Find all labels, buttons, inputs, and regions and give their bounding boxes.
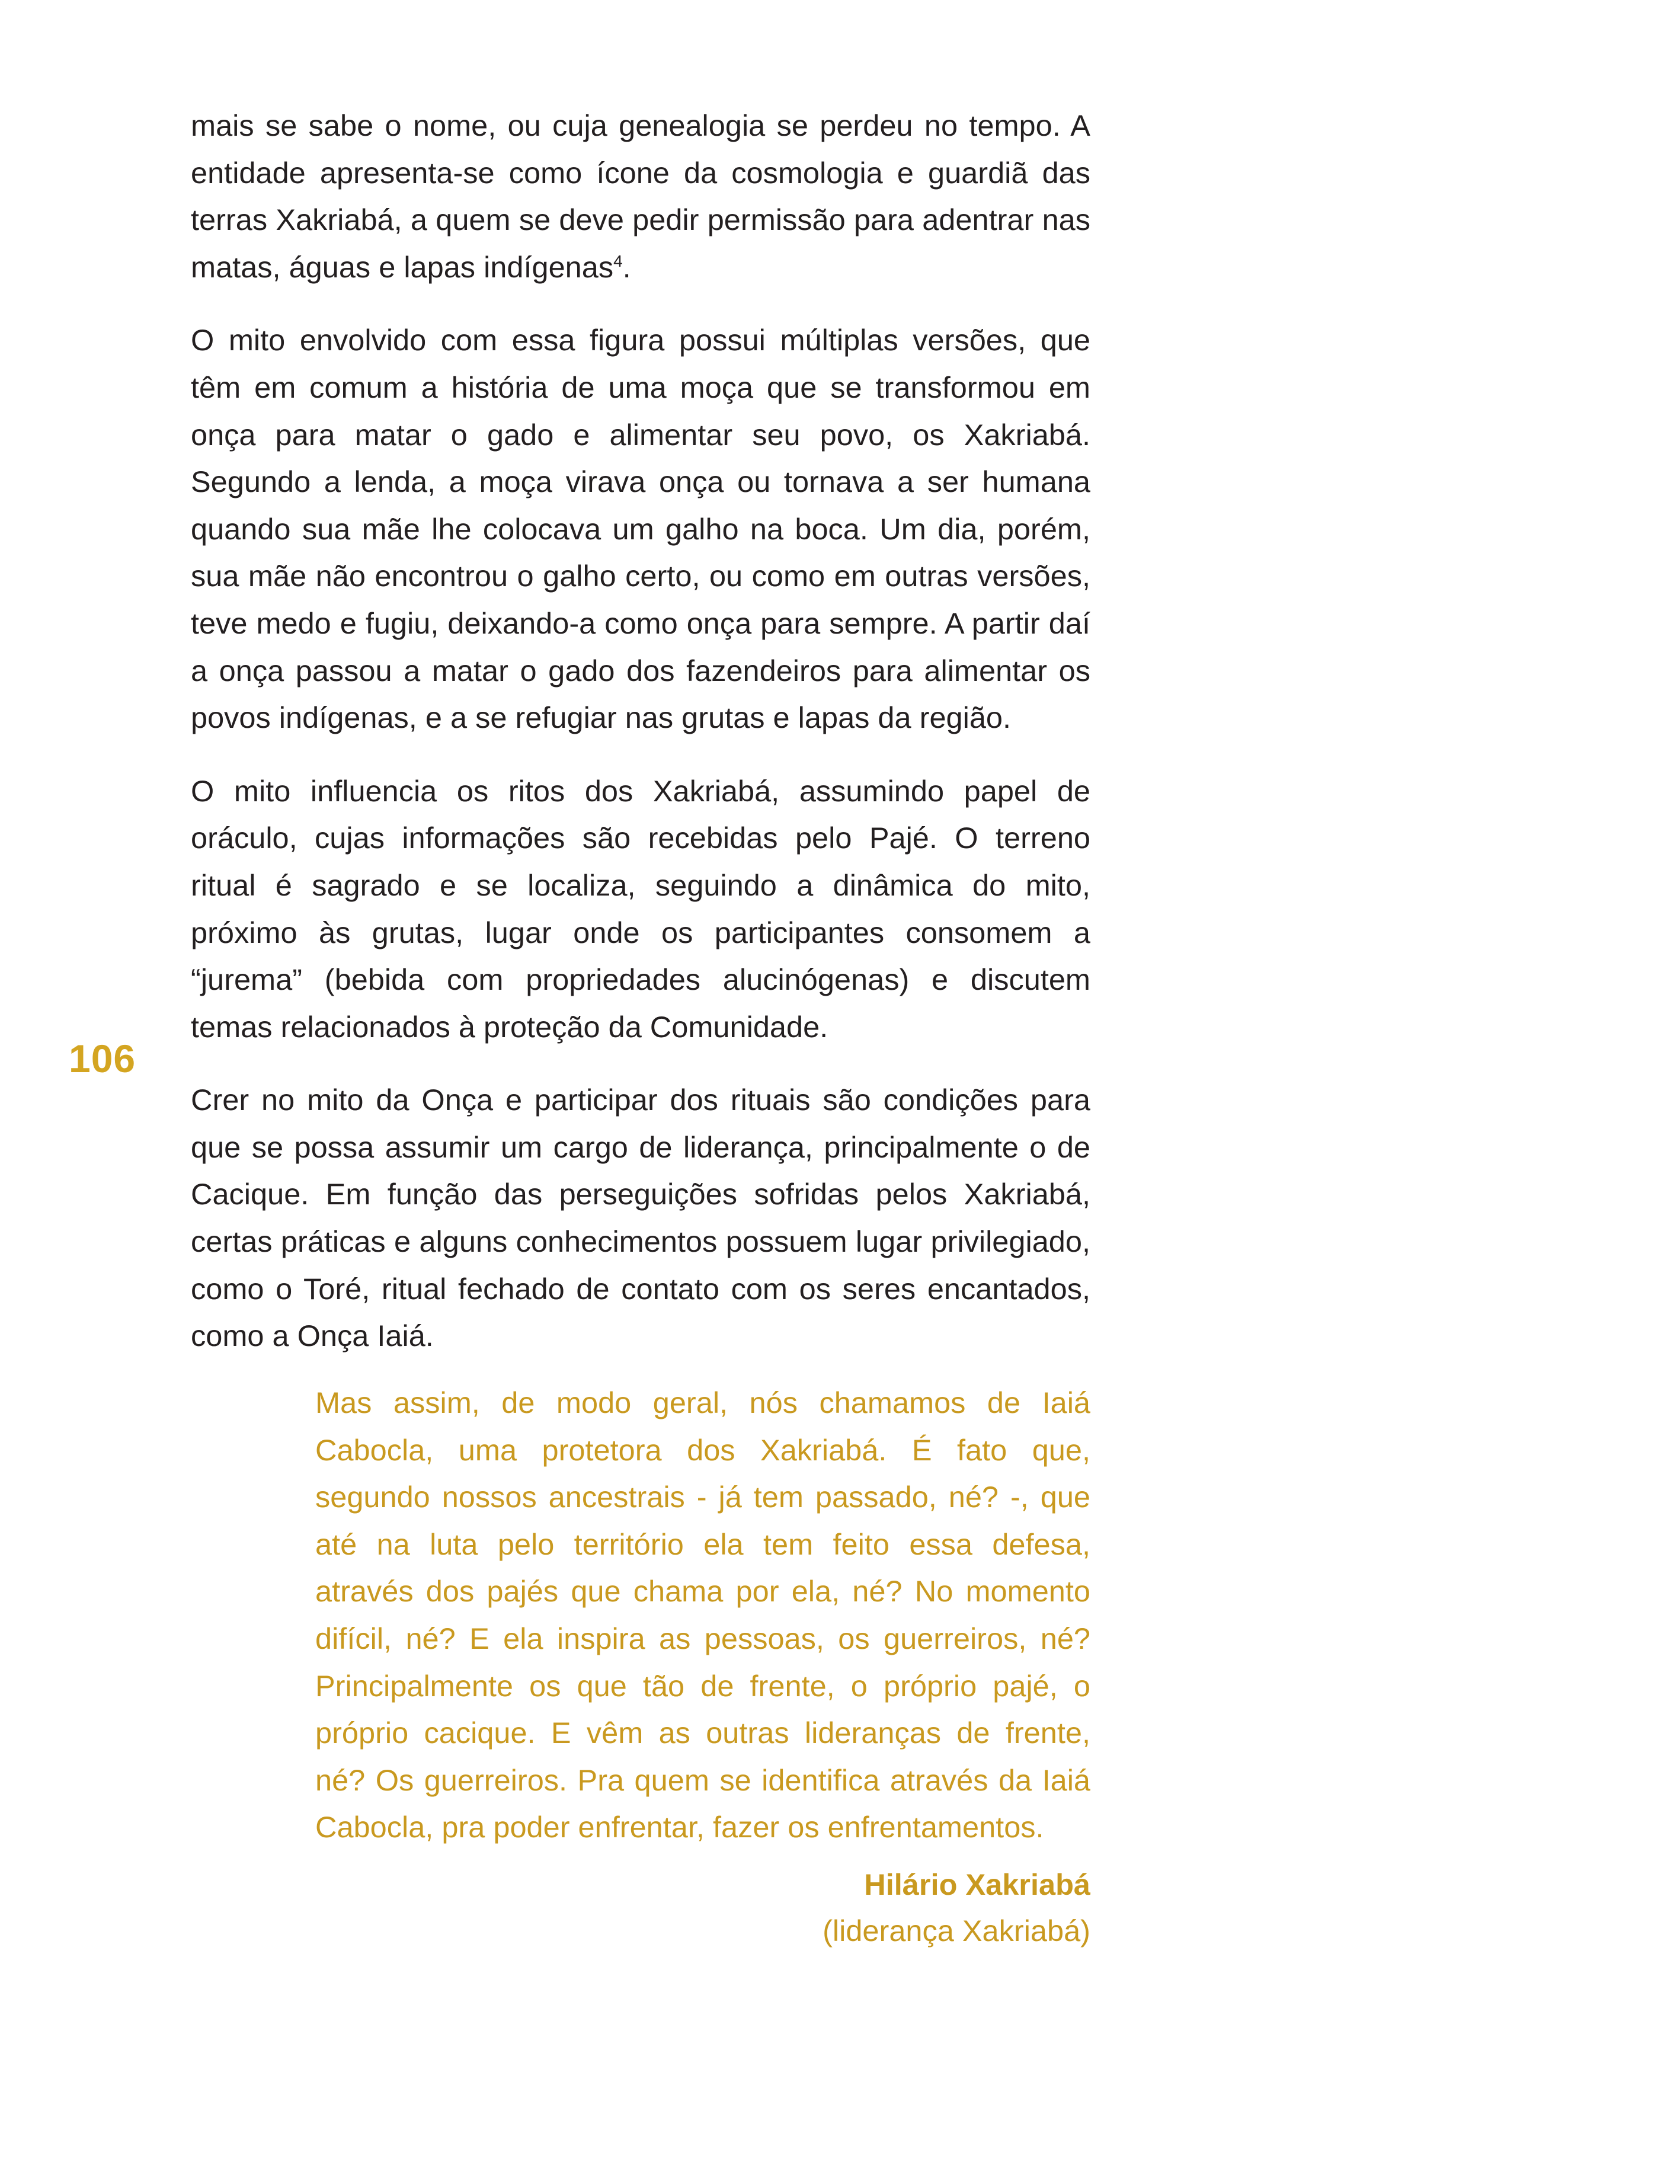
quote-author-role: (liderança Xakriabá): [823, 1913, 1090, 1948]
quote-author: Hilário Xakriabá: [864, 1867, 1090, 1901]
paragraph-4: Crer no mito da Onça e participar dos rituais são condições para que se possa assumir um cargo de liderança, principalmente o de Cacique. Em função das perseguições sofridas pelos Xakriabá, certas práticas e alguns conhecimentos possuem lugar privilegiado, como o Toré, ritual fechado de contato com os seres encantados, como a Onça Iaiá.: [191, 1083, 1090, 1353]
paragraph-3: O mito influencia os ritos dos Xakriabá, assumindo papel de oráculo, cujas informações são recebidas pelo Pajé. O terreno ritual é sagrado e se localiza, seguindo a dinâmica do mito, próximo às grutas, lugar onde os participantes consomem a “jurema” (bebida com propriedades alucinógenas) e discutem temas relacionados à proteção da Comunidade.: [191, 773, 1090, 1044]
body-text: [191, 102, 1090, 1386]
quote-attribution: [315, 1862, 1090, 1954]
footnote-ref-4[interactable]: 4: [613, 251, 623, 270]
paragraph-1-text: mais se sabe o nome, ou cuja genealogia se perdeu no tempo. A entidade apresenta-se como ícone da cosmologia e guardiã das terras Xakriabá, a quem se deve pedir permissão para adentrar nas matas, águas e lapas indígenas: [191, 108, 1090, 284]
page-number: 106: [69, 1037, 136, 1080]
quote-text: Mas assim, de modo geral, nós chamamos de Iaiá Cabocla, uma protetora dos Xakriabá. É fato que, segundo nossos ancestrais - já tem passado, né? -, que até na luta pelo território ela tem feito essa defesa, através dos pajés que chama por ela, né? No momento difícil, né? E ela inspira as pessoas, os guerreiros, né? Principalmente os que tão de frente, o próprio pajé, o próprio cacique. E vêm as outras lideranças de frente, né? Os guerreiros. Pra quem se identifica através da Iaiá Cabocla, pra poder enfrentar, fazer os enfrentamentos.: [315, 1386, 1090, 1844]
paragraph-1: [191, 102, 1090, 290]
paragraph-2: O mito envolvido com essa figura possui múltiplas versões, que têm em comum a história de uma moça que se transformou em onça para matar o gado e alimentar seu povo, os Xakriabá. Segundo a lenda, a moça virava onça ou tornava a ser humana quando sua mãe lhe colocava um galho na boca. Um dia, porém, sua mãe não encontrou o galho certo, ou como em outras versões, teve medo e fugiu, deixando-a como onça para sempre. A partir daí a onça passou a matar o gado dos fazendeiros para alimentar os povos indígenas, e a se refugiar nas grutas e lapas da região.: [191, 323, 1090, 735]
block-quote: [315, 1379, 1090, 1954]
paragraph-1-end: .: [622, 250, 631, 284]
